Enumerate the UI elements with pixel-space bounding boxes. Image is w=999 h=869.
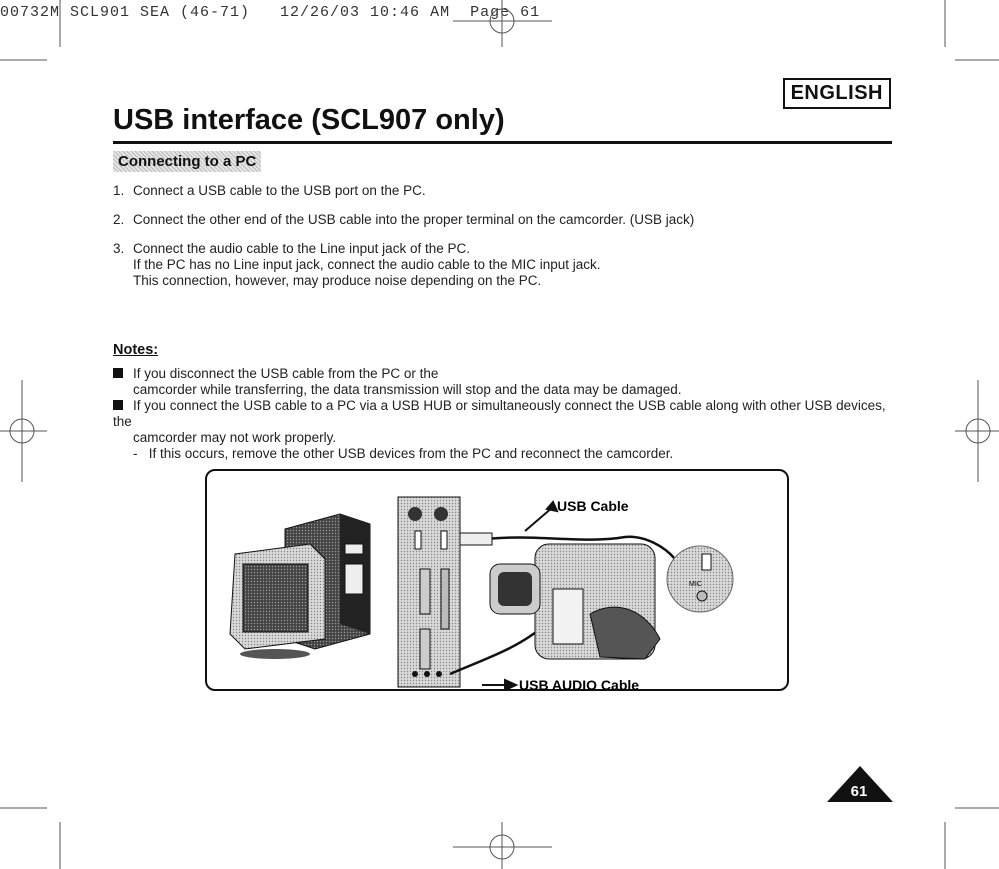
usb-audio-cable-label: USB AUDIO Cable bbox=[519, 677, 640, 691]
note-subtext: If this occurs, remove the other USB devices from the PC and reconnect the camcorder. bbox=[148, 446, 674, 461]
note-2 bbox=[113, 398, 893, 462]
page-number: 61 bbox=[850, 783, 868, 800]
step-text: Connect the other end of the USB cable into the proper terminal on the camcorder. (USB jack) bbox=[133, 212, 695, 227]
pc-back-panel-icon bbox=[398, 497, 460, 687]
step-text: Connect a USB cable to the USB port on the PC. bbox=[133, 183, 426, 198]
step-text: Connect the audio cable to the Line input jack of the PC. bbox=[133, 241, 470, 256]
section-heading: Connecting to a PC bbox=[113, 151, 261, 172]
step-3 bbox=[113, 241, 601, 289]
note-text: If you disconnect the USB cable from the PC or the bbox=[133, 366, 439, 381]
dash-icon: - bbox=[133, 446, 149, 461]
print-slug: 00732M SCL901 SEA (46-71) 12/26/03 10:46 AM Page 61 bbox=[0, 4, 541, 21]
step-number: 3. bbox=[113, 241, 125, 256]
bullet-icon bbox=[113, 368, 123, 378]
note-text: If you connect the USB cable to a PC via a USB HUB or simultaneously connect the USB cable along with other USB devices, the bbox=[113, 398, 886, 429]
step-1 bbox=[113, 183, 426, 198]
jack-detail bbox=[667, 546, 733, 612]
page-title: USB interface (SCL907 only) bbox=[113, 104, 505, 136]
title-rule bbox=[113, 141, 892, 144]
note-text: camcorder while transferring, the data transmission will stop and the data may be damaged. bbox=[133, 382, 682, 397]
step-text: This connection, however, may produce noise depending on the PC. bbox=[133, 273, 542, 288]
notes-heading: Notes: bbox=[113, 342, 159, 358]
note-text: camcorder may not work properly. bbox=[133, 430, 337, 445]
step-2 bbox=[113, 212, 694, 227]
page-number-badge bbox=[825, 764, 895, 804]
note-1 bbox=[113, 366, 682, 398]
camcorder-icon bbox=[490, 544, 660, 659]
usb-cable-label: USB Cable bbox=[557, 498, 629, 514]
usb-plug-icon bbox=[460, 533, 492, 545]
mic-label: MIC bbox=[689, 581, 702, 588]
step-text: If the PC has no Line input jack, connect the audio cable to the MIC input jack. bbox=[133, 257, 601, 272]
bullet-icon bbox=[113, 400, 123, 410]
usb-callout-arrow bbox=[525, 507, 553, 531]
step-number: 2. bbox=[113, 212, 125, 227]
step-number: 1. bbox=[113, 183, 125, 198]
language-badge: ENGLISH bbox=[783, 78, 891, 109]
connection-illustration bbox=[205, 469, 789, 691]
